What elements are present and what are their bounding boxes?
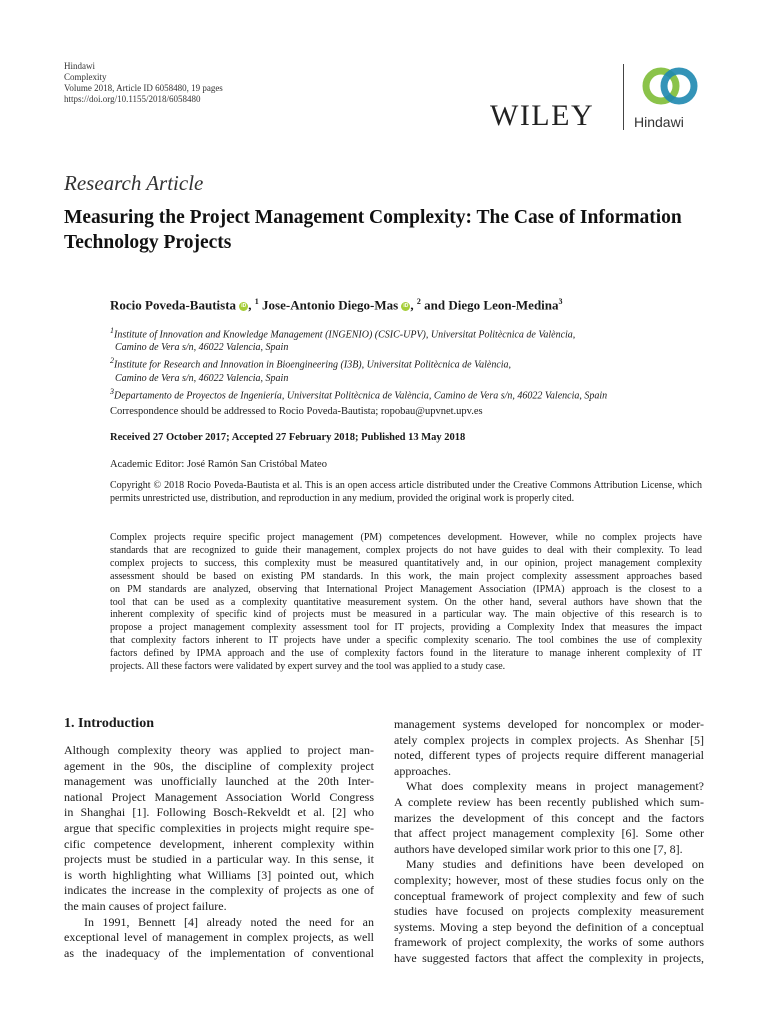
volume-info: Volume 2018, Article ID 6058480, 19 pages <box>64 83 223 93</box>
affiliation-item: $^2$Institute for Research and Innovation in Bioengineering (I3B), Universitat Politècnica de València, Camino de Vera s/n, 46022 Valencia, Spain <box>110 356 512 384</box>
abstract-line: factors defined by IPMA approach and the use of complexity factors found in the literature to manage inherent complexity of IT <box>110 648 702 660</box>
abstract-line: tool that can be used as a complexity quantitative measurement system. On the other hand, several authors have shown that the <box>110 596 702 608</box>
body-line: marizes the development of this concept and the factors <box>394 810 704 825</box>
copyright-notice: Copyright © 2018 Rocio Poveda-Bautista et al. This is an open access article distributed under the Creative Commons Attribution License, which permits unrestricted use, distribution, and reproduction in any medium, provided the original work is properly cited. <box>110 480 702 504</box>
academic-editor: Academic Editor: José Ramón San Cristóbal Mateo <box>110 459 327 470</box>
affiliation-item: $^3$Departamento de Proyectos de Ingeniería, Universitat Politècnica de València, Camino de Vera s/n, 46022 Valencia, Spain <box>110 386 608 401</box>
orcid-icon[interactable]: iD <box>403 302 409 309</box>
body-line: have suggested factors that affect the complexity in projects, <box>394 950 704 965</box>
body-line: framework of project complexity, the works of some authors <box>394 935 704 950</box>
abstract-line: standards that are recognized to guide their management, complex projects do not have guides to deal with their complexity. To lead <box>110 544 702 556</box>
abstract-line: on PM standards are analyzed, observing that International Project Management Association (IPMA) approach is the closest to a <box>110 583 702 595</box>
publication-dates: Received 27 October 2017; Accepted 27 February 2018; Published 13 May 2018 <box>110 432 466 443</box>
author-affil-sup: 2 <box>416 297 421 306</box>
body-line: argue that specific complexities in projects might require spe- <box>64 820 374 835</box>
body-line: agement in the 90s, the discipline of complexity project <box>64 758 374 773</box>
section-heading: 1. Introduction <box>64 716 154 731</box>
hindawi-wordmark: Hindawi <box>634 114 684 130</box>
body-line: In 1991, Bennett [4] already noted the need for an <box>84 914 374 929</box>
body-line: conceptual framework of project complexity and few of such <box>394 888 704 903</box>
journal-meta <box>64 61 223 105</box>
body-line: is worth highlighting what Williams [3] pointed out, which <box>64 867 374 882</box>
abstract-line: Complex projects require specific project management (PM) competences development. However, while no complex projects have <box>110 532 702 543</box>
body-column-right <box>394 717 704 967</box>
abstract-line: inherent complexity of specific kind of projects must be measured in a particular way. The main objective of this research is to <box>110 609 702 621</box>
body-line: complexity; however, most of these studies focus only on the <box>394 872 704 887</box>
author-list: Rocio Poveda-Bautista iD , $^1$ Jose-Antonio Diego-Mas iD , $^2$ and Diego Leon-Medina$^3$ <box>110 297 563 313</box>
author-affil-sup: 1 <box>254 297 259 306</box>
body-line: authors have developed similar work prior to this one [7, 8]. <box>394 841 683 856</box>
doi-link[interactable]: https://doi.org/10.1155/2018/6058480 <box>64 94 201 104</box>
body-line: noted, different types of projects require different managerial <box>394 748 704 763</box>
body-line: systems. Moving a step beyond the definition of a conceptual <box>394 919 704 934</box>
body-line: What does complexity means in project management? <box>406 779 704 794</box>
correspondence: Correspondence should be addressed to Rocio Poveda-Bautista; ropobau@upvnet.upv.es <box>110 406 483 417</box>
body-line: projects must be studied in a particular way. In this sense, it <box>64 852 374 867</box>
author-name[interactable]: Rocio Poveda-Bautista <box>110 297 237 313</box>
article-type: Research Article <box>64 171 204 195</box>
publisher-name: Hindawi <box>64 61 95 71</box>
body-line: A complete review has been recently published which sum- <box>394 794 704 809</box>
logo-divider <box>623 64 624 130</box>
article-title: Measuring the Project Management Complexity: The Case of Information Technology Projects <box>64 207 682 253</box>
abstract-line: projects. All these factors were validated by expert survey and the tool was applied to a study case. <box>110 661 506 673</box>
body-line: ately complex projects in complex projects. As Shenhar [5] <box>394 732 704 747</box>
body-line: Although complexity theory was applied to project man- <box>64 743 374 757</box>
body-line: Many studies and definitions have been developed on <box>406 857 704 872</box>
author-name[interactable]: Jose-Antonio Diego-Mas <box>262 297 399 313</box>
body-line: indicates the increase in the complexity of projects as one of <box>64 883 374 898</box>
body-line: that affect project management complexity [6]. Some other <box>394 826 704 841</box>
body-line: as the inadequacy of the implementation of conventional <box>64 945 374 960</box>
affiliation-item: $^1$Institute of Innovation and Knowledge Management (INGENIO) (CSIC-UPV), Universitat Politècnica de València, Camino de Vera s/n, 46022 Valencia, Spain <box>110 326 576 354</box>
orcid-icon[interactable]: iD <box>241 302 247 309</box>
abstract-line: propose a project management complexity assessment tool for IT projects, providing a Complexity Index that measures the impact <box>110 622 702 634</box>
body-column-left <box>64 743 374 961</box>
body-line: national Project Management Association World Congress <box>64 789 374 804</box>
body-line: exceptional level of management in complex projects, as well <box>64 930 374 945</box>
abstract-line: that complexity factors inherent to IT projects have under a specific complexity scenario. The tool combines the use of complexity <box>110 635 702 647</box>
journal-name: Complexity <box>64 72 107 82</box>
body-line: cific competence development, inherent complexity within <box>64 836 374 851</box>
body-line: management systems developed for noncomplex or moder- <box>394 717 704 731</box>
author-name[interactable]: Diego Leon-Medina <box>448 297 559 313</box>
body-line: management was unofficially launched at the 20th Inter- <box>64 774 374 789</box>
body-line: approaches. <box>394 763 451 778</box>
body-line: the main causes of project failure. <box>64 898 227 913</box>
abstract-line: complex projects to success, this complexity must be measured quantitatively and, in our opinion, project management complexity <box>110 557 702 569</box>
hindawi-logo-icon <box>640 64 700 108</box>
abstract-line: assessment should be based on existing PM standards. In this work, the main project complexity assessment approaches based <box>110 570 702 582</box>
abstract <box>110 532 702 674</box>
wiley-logo: WILEY <box>490 99 595 132</box>
affiliations <box>110 324 607 402</box>
author-affil-sup: 3 <box>558 297 563 306</box>
body-line: studies have focused on projects complexity measurement <box>394 904 704 919</box>
body-line: in Shanghai [1]. Following Bosch-Rekveldt et al. [2] who <box>64 805 374 820</box>
